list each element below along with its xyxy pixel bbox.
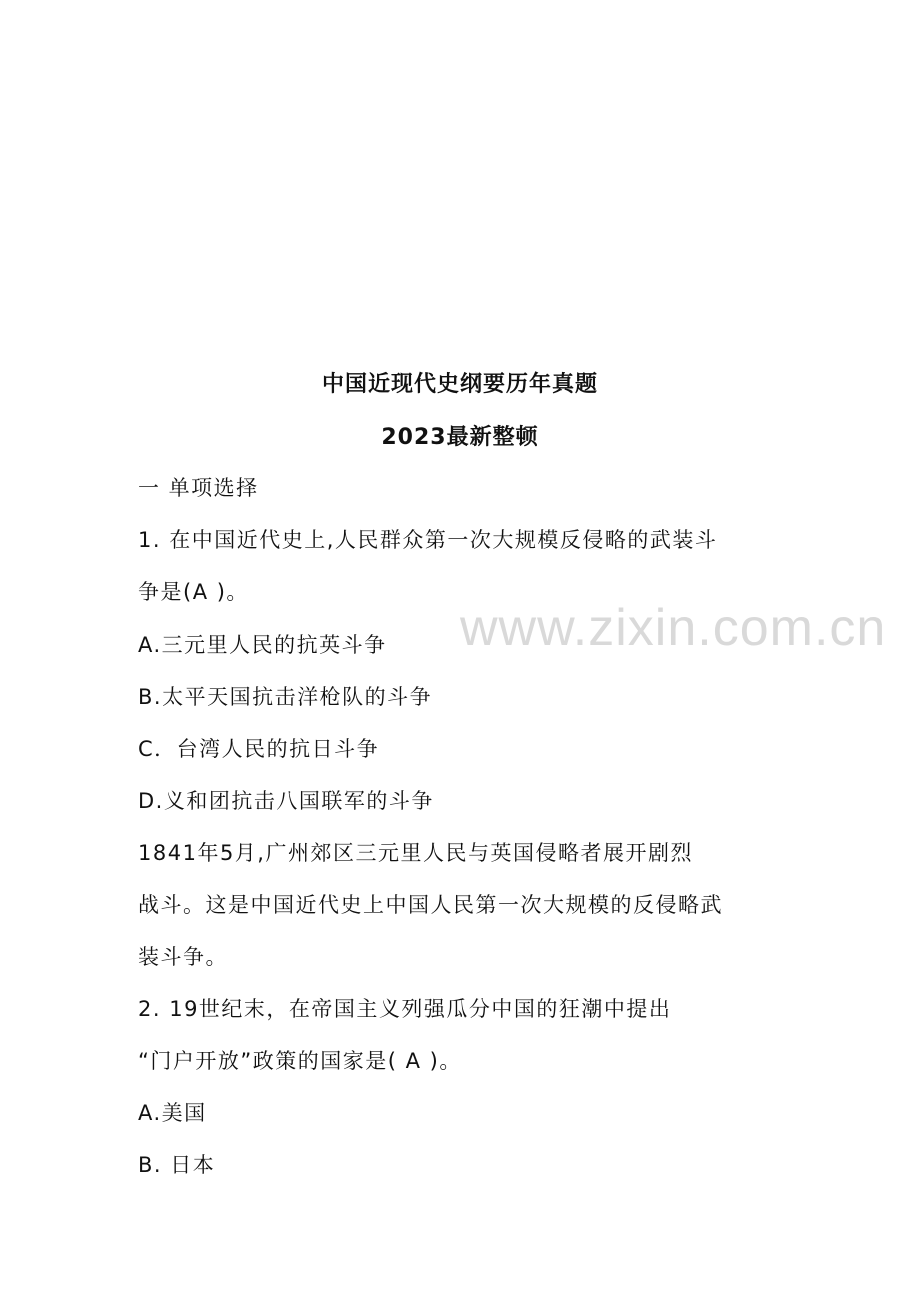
question-1-option-c: C．台湾人民的抗日斗争 — [138, 737, 380, 761]
document-title: 中国近现代史纲要历年真题 — [321, 372, 598, 397]
question-1-option-d: D.义和团抗击八国联军的斗争 — [138, 789, 434, 813]
document-subtitle: 2023最新整顿 — [381, 425, 539, 450]
watermark: www.zixin.com.cn — [460, 599, 887, 657]
question-1-explanation-line-1: 1841年5月,广州郊区三元里人民与英国侵略者展开剧烈 — [138, 841, 693, 865]
question-1-stem-line-2: 争是(A )。 — [138, 580, 249, 604]
question-2-stem-line-2: “门户开放”政策的国家是( A )。 — [138, 1049, 462, 1073]
question-1-explanation-line-2: 战斗。这是中国近代史上中国人民第一次大规模的反侵略武 — [138, 893, 723, 917]
question-2-option-a: A.美国 — [138, 1101, 207, 1125]
question-1-option-a: A.三元里人民的抗英斗争 — [138, 633, 387, 657]
section-heading: 一 单项选择 — [138, 476, 259, 500]
question-1-stem-line-1: 1. 在中国近代史上,人民群众第一次大规模反侵略的武装斗 — [138, 528, 718, 552]
question-1-option-b: B.太平天国抗击洋枪队的斗争 — [138, 685, 433, 709]
question-2-option-b: B. 日本 — [138, 1153, 216, 1177]
question-1-explanation-line-3: 装斗争。 — [138, 945, 228, 969]
question-2-stem-line-1: 2. 19世纪末，在帝国主义列强瓜分中国的狂潮中提出 — [138, 997, 672, 1021]
